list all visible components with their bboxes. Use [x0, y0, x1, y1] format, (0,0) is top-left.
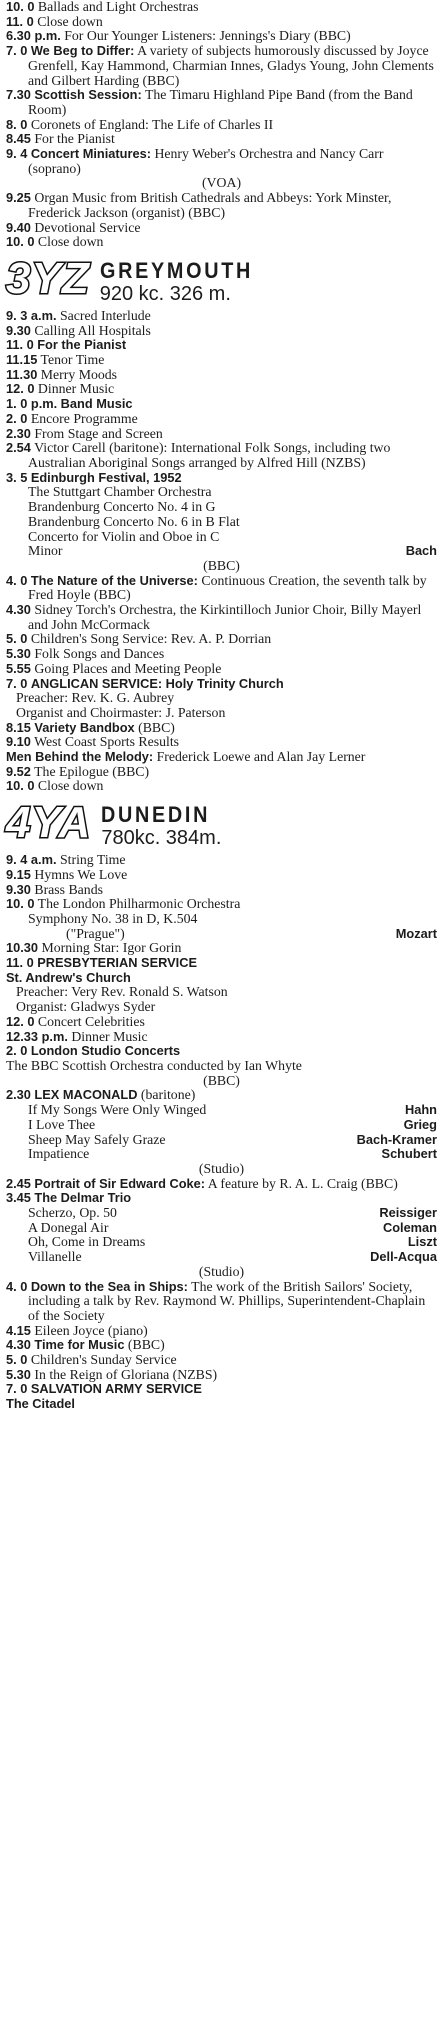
programme-entry — [6, 353, 437, 368]
programme-title: The Nature of the Universe: — [30, 572, 198, 588]
programme-list-dunedin — [6, 1177, 437, 1206]
programme-entry — [6, 941, 437, 956]
programme-time: 10.30 — [6, 940, 39, 956]
composer-row — [6, 1250, 437, 1265]
programme-title: Portrait of Sir Edward Coke: — [34, 1175, 206, 1191]
programme-description: Encore Programme — [30, 410, 138, 426]
programme-time: 12.33 p.m. — [6, 1028, 68, 1044]
programme-entry — [6, 1191, 437, 1206]
programme-entry — [6, 29, 437, 44]
programme-entry — [6, 441, 437, 470]
programme-list-dunedin — [6, 941, 437, 970]
programme-detail-line: Brandenburg Concerto No. 6 in B Flat — [28, 513, 240, 529]
programme-time: 5. 0 — [6, 1352, 28, 1368]
programme-time: 10. 0 — [6, 0, 35, 14]
programme-time: 4. 0 — [6, 572, 28, 588]
composer-row — [6, 1206, 437, 1221]
programme-description: Dinner Music — [37, 381, 115, 397]
programme-list-dunedin — [6, 1280, 437, 1398]
programme-time: 2. 0 — [6, 410, 28, 426]
programme-time: 9.40 — [6, 219, 31, 235]
programme-entry — [6, 897, 437, 912]
programme-time: 8. 0 — [6, 116, 28, 132]
programme-description: Hymns We Love — [34, 866, 128, 882]
programme-time: 3.45 — [6, 1190, 31, 1206]
credit-line: (Studio) — [198, 1263, 245, 1279]
programme-entry — [6, 765, 437, 780]
composer-row — [6, 1221, 437, 1236]
programme-detail: The BBC Scottish Orchestra conducted by Ian Whyte — [6, 1058, 302, 1073]
programme-entry — [6, 1177, 437, 1192]
programme-entry — [6, 427, 437, 442]
programme-entry — [6, 1044, 437, 1059]
programme-title: Band Music — [60, 396, 133, 412]
programme-time: 8.45 — [6, 131, 31, 147]
station-frequency: 780kc. 384m. — [101, 827, 222, 850]
programme-description: Coronets of England: The Life of Charles II — [30, 116, 274, 132]
programme-entry — [6, 0, 437, 15]
programme-description: Morning Star: Igor Gorin — [41, 940, 182, 956]
programme-detail-line: Organist: Gladwys Syder — [16, 999, 156, 1015]
station-header-greymouth — [6, 253, 437, 305]
church-heading: St. Andrew's Church — [6, 969, 131, 985]
programme-description: Folk Songs and Dances — [34, 646, 165, 662]
programme-time: 4. 0 — [6, 1278, 28, 1294]
composer-row — [6, 1133, 437, 1148]
programme-entry — [6, 397, 437, 412]
programme-time: 10. 0 — [6, 778, 35, 794]
programme-entry — [6, 721, 437, 736]
programme-time: 1. 0 p.m. — [6, 396, 58, 412]
programme-time: 11.30 — [6, 366, 38, 382]
programme-entry — [6, 1015, 437, 1030]
piece-title: Villanelle — [28, 1249, 82, 1265]
programme-description: Frederick Loewe and Alan Jay Lerner — [156, 749, 366, 765]
programme-list-dunedin — [6, 1015, 437, 1059]
programme-list-greymouth — [6, 721, 437, 750]
programme-entry — [6, 324, 437, 339]
programme-time: 11.15 — [6, 352, 38, 368]
programme-time: 7. 0 — [6, 43, 28, 59]
song-list — [6, 1103, 437, 1162]
programme-description: Henry Weber's Orchestra and Nancy Carr (soprano) — [28, 146, 384, 176]
programme-entry — [6, 853, 437, 868]
programme-time: 5. 0 — [6, 631, 28, 647]
station-header-dunedin — [6, 798, 437, 850]
programme-description: (BBC) — [127, 1337, 165, 1353]
programme-time: 9.30 — [6, 322, 31, 338]
station-frequency: 920 kc. 326 m. — [99, 282, 231, 305]
programme-description: Organ Music from British Cathedrals and Abbeys: York Minster, Frederick Jackson (organist) (BBC) — [28, 190, 392, 220]
composer-name: Mozart — [395, 925, 437, 941]
composer-name: Coleman — [382, 1219, 437, 1235]
programme-time: 9.30 — [6, 881, 31, 897]
programme-title: Men Behind the Melody: — [6, 749, 154, 765]
programme-description: Merry Moods — [40, 366, 118, 382]
programme-description: A variety of subjects humorously discussed by Joyce Grenfell, Kay Hammond, Charmian Innes, Gladys Young, John Clements and Gilbert Harding (BBC) — [28, 43, 434, 88]
programme-description: The work of the British Sailors' Society, including a talk by Rev. Raymond W. Phillips, Superintendent-Chaplain of the Society — [28, 1278, 426, 1323]
programme-entry — [6, 647, 437, 662]
piece-title: A Donegal Air — [28, 1219, 109, 1235]
programme-entry — [6, 1338, 437, 1353]
programme-list-previous-station — [6, 0, 437, 250]
piece-title: I Love Thee — [28, 1116, 96, 1132]
programme-detail-line: Brandenburg Concerto No. 4 in G — [28, 499, 216, 515]
programme-entry — [6, 632, 437, 647]
credit-line: (Studio) — [198, 1160, 245, 1176]
programme-entry — [6, 338, 437, 353]
programme-entry — [6, 1382, 437, 1397]
programme-time: 11. 0 — [6, 13, 34, 29]
programme-entry — [6, 1368, 437, 1383]
programme-description: Brass Bands — [34, 881, 103, 897]
piece-subtitle: ("Prague") — [66, 925, 125, 941]
piece-title: If My Songs Were Only Winged — [28, 1102, 207, 1118]
programme-entry — [6, 677, 437, 692]
programme-title: Time for Music — [34, 1337, 125, 1353]
programme-description: (BBC) — [138, 719, 175, 735]
programme-detail-line: Concerto for Violin and Oboe in C — [28, 528, 220, 544]
piece-list — [6, 1206, 437, 1265]
programme-description: Ballads and Light Orchestras — [37, 0, 199, 14]
programme-time: 2.45 — [6, 1175, 31, 1191]
programme-entry — [6, 44, 437, 88]
edinburgh-programme — [6, 485, 437, 573]
programme-description: Tenor Time — [40, 352, 105, 368]
programme-entry — [6, 368, 437, 383]
programme-description: Going Places and Meeting People — [34, 660, 222, 676]
programme-description: In the Reign of Gloriana (NZBS) — [34, 1366, 218, 1382]
programme-entry — [6, 191, 437, 220]
programme-time: 2.30 — [6, 425, 31, 441]
programme-time: 11. 0 — [6, 337, 34, 353]
programme-title: SALVATION ARMY SERVICE — [30, 1381, 202, 1397]
composer-name: Reissiger — [379, 1205, 437, 1221]
station-callsign: 4YA — [6, 798, 92, 848]
piece-title: Scherzo, Op. 50 — [28, 1205, 117, 1221]
credit-line: (BBC) — [203, 1072, 240, 1088]
composer-row — [6, 544, 437, 559]
programme-time: 12. 0 — [6, 1013, 35, 1029]
programme-entry — [6, 412, 437, 427]
programme-entry — [6, 956, 437, 971]
programme-time: 9. 3 a.m. — [6, 307, 57, 323]
programme-entry — [6, 221, 437, 236]
programme-entry — [6, 1030, 437, 1045]
programme-description: Close down — [37, 13, 103, 29]
programme-time: 4.15 — [6, 1322, 31, 1338]
programme-time: 9.15 — [6, 866, 31, 882]
church-heading: The Citadel — [6, 1396, 75, 1412]
programme-entry — [6, 868, 437, 883]
programme-detail-line: Organist and Choirmaster: J. Paterson — [16, 704, 226, 720]
composer-row — [6, 927, 437, 942]
programme-title: Variety Bandbox — [34, 719, 135, 735]
programme-list-greymouth — [6, 765, 437, 794]
programme-time: 2. 0 — [6, 1043, 28, 1059]
piece-title: Sheep May Safely Graze — [28, 1131, 166, 1147]
programme-entry — [6, 471, 437, 486]
credit-line: (VOA) — [201, 175, 242, 191]
piece-title: Impatience — [28, 1146, 90, 1162]
programme-description: Sidney Torch's Orchestra, the Kirkintilloch Junior Choir, Billy Mayerl and John McCormack — [28, 602, 422, 632]
programme-entry — [6, 15, 437, 30]
programme-title: PRESBYTERIAN SERVICE — [37, 955, 197, 971]
composer-row — [6, 1118, 437, 1133]
composer-name: Grieg — [403, 1116, 437, 1132]
programme-title: We Beg to Differ: — [30, 43, 135, 59]
programme-title: The Delmar Trio — [34, 1190, 132, 1206]
piece-title: Minor — [28, 543, 63, 559]
programme-time: 7. 0 — [6, 1381, 28, 1397]
programme-entry — [6, 735, 437, 750]
programme-description: Victor Carell (baritone): International Folk Songs, including two Australian Aboriginal Songs arranged by Alfred Hill (NZBS) — [28, 440, 391, 470]
programme-description: Close down — [37, 778, 104, 794]
programme-detail-line: Preacher: Rev. K. G. Aubrey — [16, 690, 175, 706]
programme-description: Children's Song Service: Rev. A. P. Dorrian — [30, 631, 272, 647]
programme-time: 4.30 — [6, 602, 31, 618]
programme-title: ANGLICAN SERVICE: Holy Trinity Church — [30, 675, 284, 691]
programme-time: 12. 0 — [6, 381, 35, 397]
programme-description: From Stage and Screen — [34, 425, 163, 441]
programme-time: 3. 5 — [6, 469, 28, 485]
programme-entry — [6, 382, 437, 397]
programme-description: Sacred Interlude — [59, 307, 151, 323]
programme-time: 7. 0 — [6, 675, 28, 691]
programme-title: LEX MACONALD — [34, 1087, 138, 1103]
composer-name: Bach-Kramer — [356, 1131, 437, 1147]
programme-description: The London Philharmonic Orchestra — [37, 896, 241, 912]
programme-title: Scottish Session: — [34, 87, 142, 103]
programme-description: Continuous Creation, the seventh talk by Fred Hoyle (BBC) — [28, 572, 427, 603]
piece-title: Oh, Come in Dreams — [28, 1234, 146, 1250]
composer-name: Bach — [405, 543, 437, 559]
programme-entry — [6, 662, 437, 677]
composer-name: Hahn — [405, 1102, 437, 1118]
programme-entry — [6, 603, 437, 632]
station-city: DUNEDIN — [101, 802, 211, 828]
programme-time: 10. 0 — [6, 896, 35, 912]
programme-entry — [6, 779, 437, 794]
programme-time: 9.52 — [6, 763, 31, 779]
programme-entry — [6, 883, 437, 898]
programme-description: The Timaru Highland Pipe Band (from the Band Room) — [28, 87, 413, 117]
programme-description: Close down — [37, 234, 104, 250]
programme-time: 7.30 — [6, 87, 31, 103]
programme-entry — [6, 147, 437, 176]
programme-entry — [6, 1324, 437, 1339]
programme-title: Down to the Sea in Ships: — [30, 1278, 188, 1294]
programme-list-dunedin — [6, 853, 437, 912]
programme-description: Concert Celebrities — [37, 1013, 145, 1029]
programme-entry — [6, 1088, 437, 1103]
programme-description: Children's Sunday Service — [30, 1352, 177, 1368]
programme-time: 2.30 — [6, 1087, 31, 1103]
programme-title: Concert Miniatures: — [30, 146, 151, 162]
programme-list-greymouth — [6, 309, 437, 485]
composer-name: Schubert — [381, 1146, 437, 1162]
programme-time: 6.30 p.m. — [6, 28, 61, 44]
composer-name: Dell-Acqua — [370, 1249, 437, 1265]
credit-line: (BBC) — [203, 557, 240, 573]
composer-row — [6, 1235, 437, 1250]
programme-time: 8.15 — [6, 719, 31, 735]
programme-time: 9.25 — [6, 190, 31, 206]
programme-entry — [6, 309, 437, 324]
programme-time: 10. 0 — [6, 234, 35, 250]
programme-entry — [6, 750, 437, 765]
programme-title: London Studio Concerts — [30, 1043, 181, 1059]
programme-time: 9. 4 — [6, 146, 28, 162]
programme-description: West Coast Sports Results — [34, 734, 180, 750]
programme-list-greymouth — [6, 574, 437, 692]
programme-description: For the Pianist — [34, 131, 115, 147]
composer-name: Liszt — [407, 1234, 437, 1250]
programme-time: 5.30 — [6, 1366, 31, 1382]
programme-description: Dinner Music — [71, 1028, 148, 1044]
programme-time: 9.10 — [6, 734, 31, 750]
programme-title: For the Pianist — [37, 337, 127, 353]
programme-detail-line: Symphony No. 38 in D, K.504 — [28, 910, 198, 926]
programme-description: The Epilogue (BBC) — [34, 763, 150, 779]
programme-time: 5.55 — [6, 660, 31, 676]
programme-entry — [6, 132, 437, 147]
station-callsign: 3YZ — [6, 253, 90, 303]
programme-description: Devotional Service — [34, 219, 141, 235]
programme-entry — [6, 1280, 437, 1324]
programme-title: Edinburgh Festival, 1952 — [30, 469, 182, 485]
programme-description: Calling All Hospitals — [34, 322, 151, 338]
programme-entry — [6, 235, 437, 250]
programme-time: 2.54 — [6, 440, 31, 456]
programme-description: For Our Younger Listeners: Jennings's Diary (BBC) — [64, 28, 351, 44]
programme-description: String Time — [59, 852, 126, 868]
programme-time: 4.30 — [6, 1337, 31, 1353]
composer-row — [6, 1103, 437, 1118]
programme-entry — [6, 118, 437, 133]
programme-entry — [6, 88, 437, 117]
programme-detail-line: Preacher: Very Rev. Ronald S. Watson — [16, 984, 228, 1000]
programme-description: Eileen Joyce (piano) — [34, 1322, 148, 1338]
programme-description: (baritone) — [140, 1087, 196, 1103]
programme-time: 9. 4 a.m. — [6, 852, 57, 868]
programme-description: A feature by R. A. L. Craig (BBC) — [207, 1175, 398, 1191]
programme-time: 5.30 — [6, 646, 31, 662]
programme-time: 11. 0 — [6, 955, 34, 971]
programme-entry — [6, 574, 437, 603]
station-city: GREYMOUTH — [99, 257, 253, 283]
programme-entry — [6, 1353, 437, 1368]
composer-row — [6, 1147, 437, 1162]
programme-detail-line: The Stuttgart Chamber Orchestra — [28, 484, 212, 500]
